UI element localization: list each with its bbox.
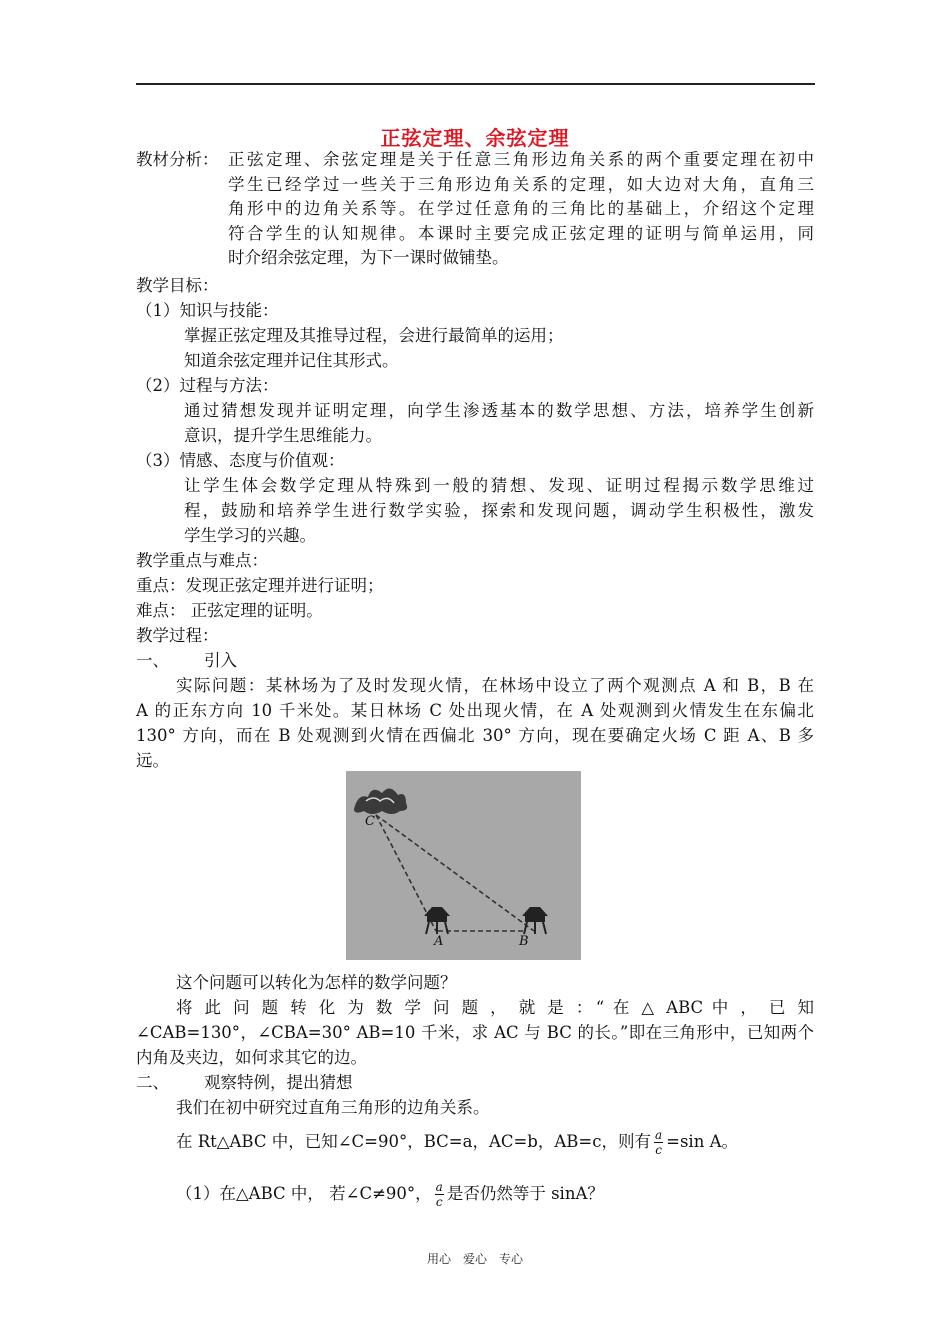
objective-line: 让学生体会数学定理从特殊到一般的猜想、发现、证明过程揭示数学思维过: [184, 476, 814, 495]
study-line: 我们在初中研究过直角三角形的边角关系。: [176, 1098, 490, 1117]
label-c: C: [365, 814, 375, 829]
objective-label: （2）过程与方法：: [136, 376, 279, 395]
section-number: 一、: [136, 651, 169, 670]
q1-suffix: 是否仍然等于 sinA？: [446, 1184, 604, 1203]
objective-label: （3）情感、态度与价值观：: [136, 451, 345, 470]
objectives-heading: 教学目标：: [136, 276, 219, 295]
problem-line: 远。: [136, 751, 169, 770]
objective-line: 意识，提升学生思维能力。: [184, 426, 382, 445]
rt-prefix: 在 Rt△ABC 中，已知∠C=90°，BC=a，AC=b，AB=c，则有: [176, 1132, 651, 1151]
problem-line: 130° 方向，而在 B 处观测到火情在西偏北 30° 方向，现在要确定火场 C 距 A、B 多: [136, 726, 814, 745]
section-title: 引入: [204, 651, 237, 670]
section-title: 观察特例，提出猜想: [204, 1073, 353, 1092]
forest-fire-figure: [346, 771, 581, 960]
analysis-line: 角形中的边角关系等。在学过任意角的三角比的基础上，介绍这个定理: [228, 199, 814, 218]
page-footer: 用心 爱心 专心: [426, 1252, 523, 1266]
process-heading: 教学过程：: [136, 626, 219, 645]
objective-line: 程，鼓励和培养学生进行数学实验，探索和发现问题，调动学生积极性，激发: [184, 501, 814, 520]
objective-line: 通过猜想发现并证明定理，向学生渗透基本的数学思想、方法，培养学生创新: [184, 401, 814, 420]
objective-label: （1）知识与技能：: [136, 301, 279, 320]
fraction-denominator: c: [435, 1195, 443, 1209]
objective-line: 学生学习的兴趣。: [184, 526, 316, 545]
analysis-line: 符合学生的认知规律。本课时主要完成正弦定理的证明与简单运用，同: [228, 223, 814, 243]
label-a: A: [434, 934, 444, 949]
convert-line: 将 此 问 题 转 化 为 数 学 问 题 ， 就 是 ：“ 在 △ ABC 中 ， 已 知: [176, 998, 814, 1017]
analysis-line: 学生已经学过一些关于三角形边角关系的定理，如大边对大角，直角三: [228, 174, 814, 194]
analysis-line: 正弦定理、余弦定理是关于任意三角形边角关系的两个重要定理在初中: [228, 150, 814, 169]
convert-line: 内角及夹边，如何求其它的边。: [136, 1048, 367, 1067]
triangle-diagram: [346, 771, 581, 960]
objective-line: 掌握正弦定理及其推导过程，会进行最简单的运用；: [184, 326, 564, 345]
q1-prefix: （1）在△ABC 中， 若∠C≠90°，: [176, 1184, 432, 1203]
fraction-numerator: a: [435, 1180, 443, 1194]
fraction-a-over-c: [654, 1128, 663, 1157]
problem-line: A 的正东方向 10 千米处。某日林场 C 处出现火情，在 A 处观测到火情发生在东偏北: [136, 701, 814, 720]
focus-line: 重点：发现正弦定理并进行证明；: [136, 576, 384, 595]
analysis-line: 时介绍余弦定理，为下一课时做铺垫。: [228, 248, 509, 267]
objective-line: 知道余弦定理并记住其形式。: [184, 351, 399, 370]
fraction-a-over-c: [435, 1180, 444, 1209]
convert-line: ∠CAB=130°，∠CBA=30° AB=10 千米，求 AC 与 BC 的长。”即在三角形中，已知两个: [136, 1023, 814, 1042]
difficulty-line: 难点： 正弦定理的证明。: [136, 601, 323, 620]
rt-formula-line: [176, 1126, 738, 1158]
problem-line: 实际问题：某林场为了及时发现火情，在林场中设立了两个观测点 A 和 B，B 在: [176, 676, 814, 695]
analysis-text: [228, 148, 814, 271]
header-rule: [136, 83, 815, 85]
question-line: 这个问题可以转化为怎样的数学问题？: [176, 973, 457, 992]
keypoints-heading: 教学重点与难点：: [136, 551, 268, 570]
rt-suffix: =sin A。: [666, 1132, 738, 1151]
label-b: B: [519, 934, 529, 949]
analysis-label: 教材分析：: [136, 150, 219, 169]
fraction-denominator: c: [655, 1143, 662, 1157]
fraction-numerator: a: [654, 1128, 663, 1142]
section-number: 二、: [136, 1073, 169, 1092]
page-title: 正弦定理、余弦定理: [380, 126, 570, 150]
question-one-line: [176, 1178, 604, 1210]
